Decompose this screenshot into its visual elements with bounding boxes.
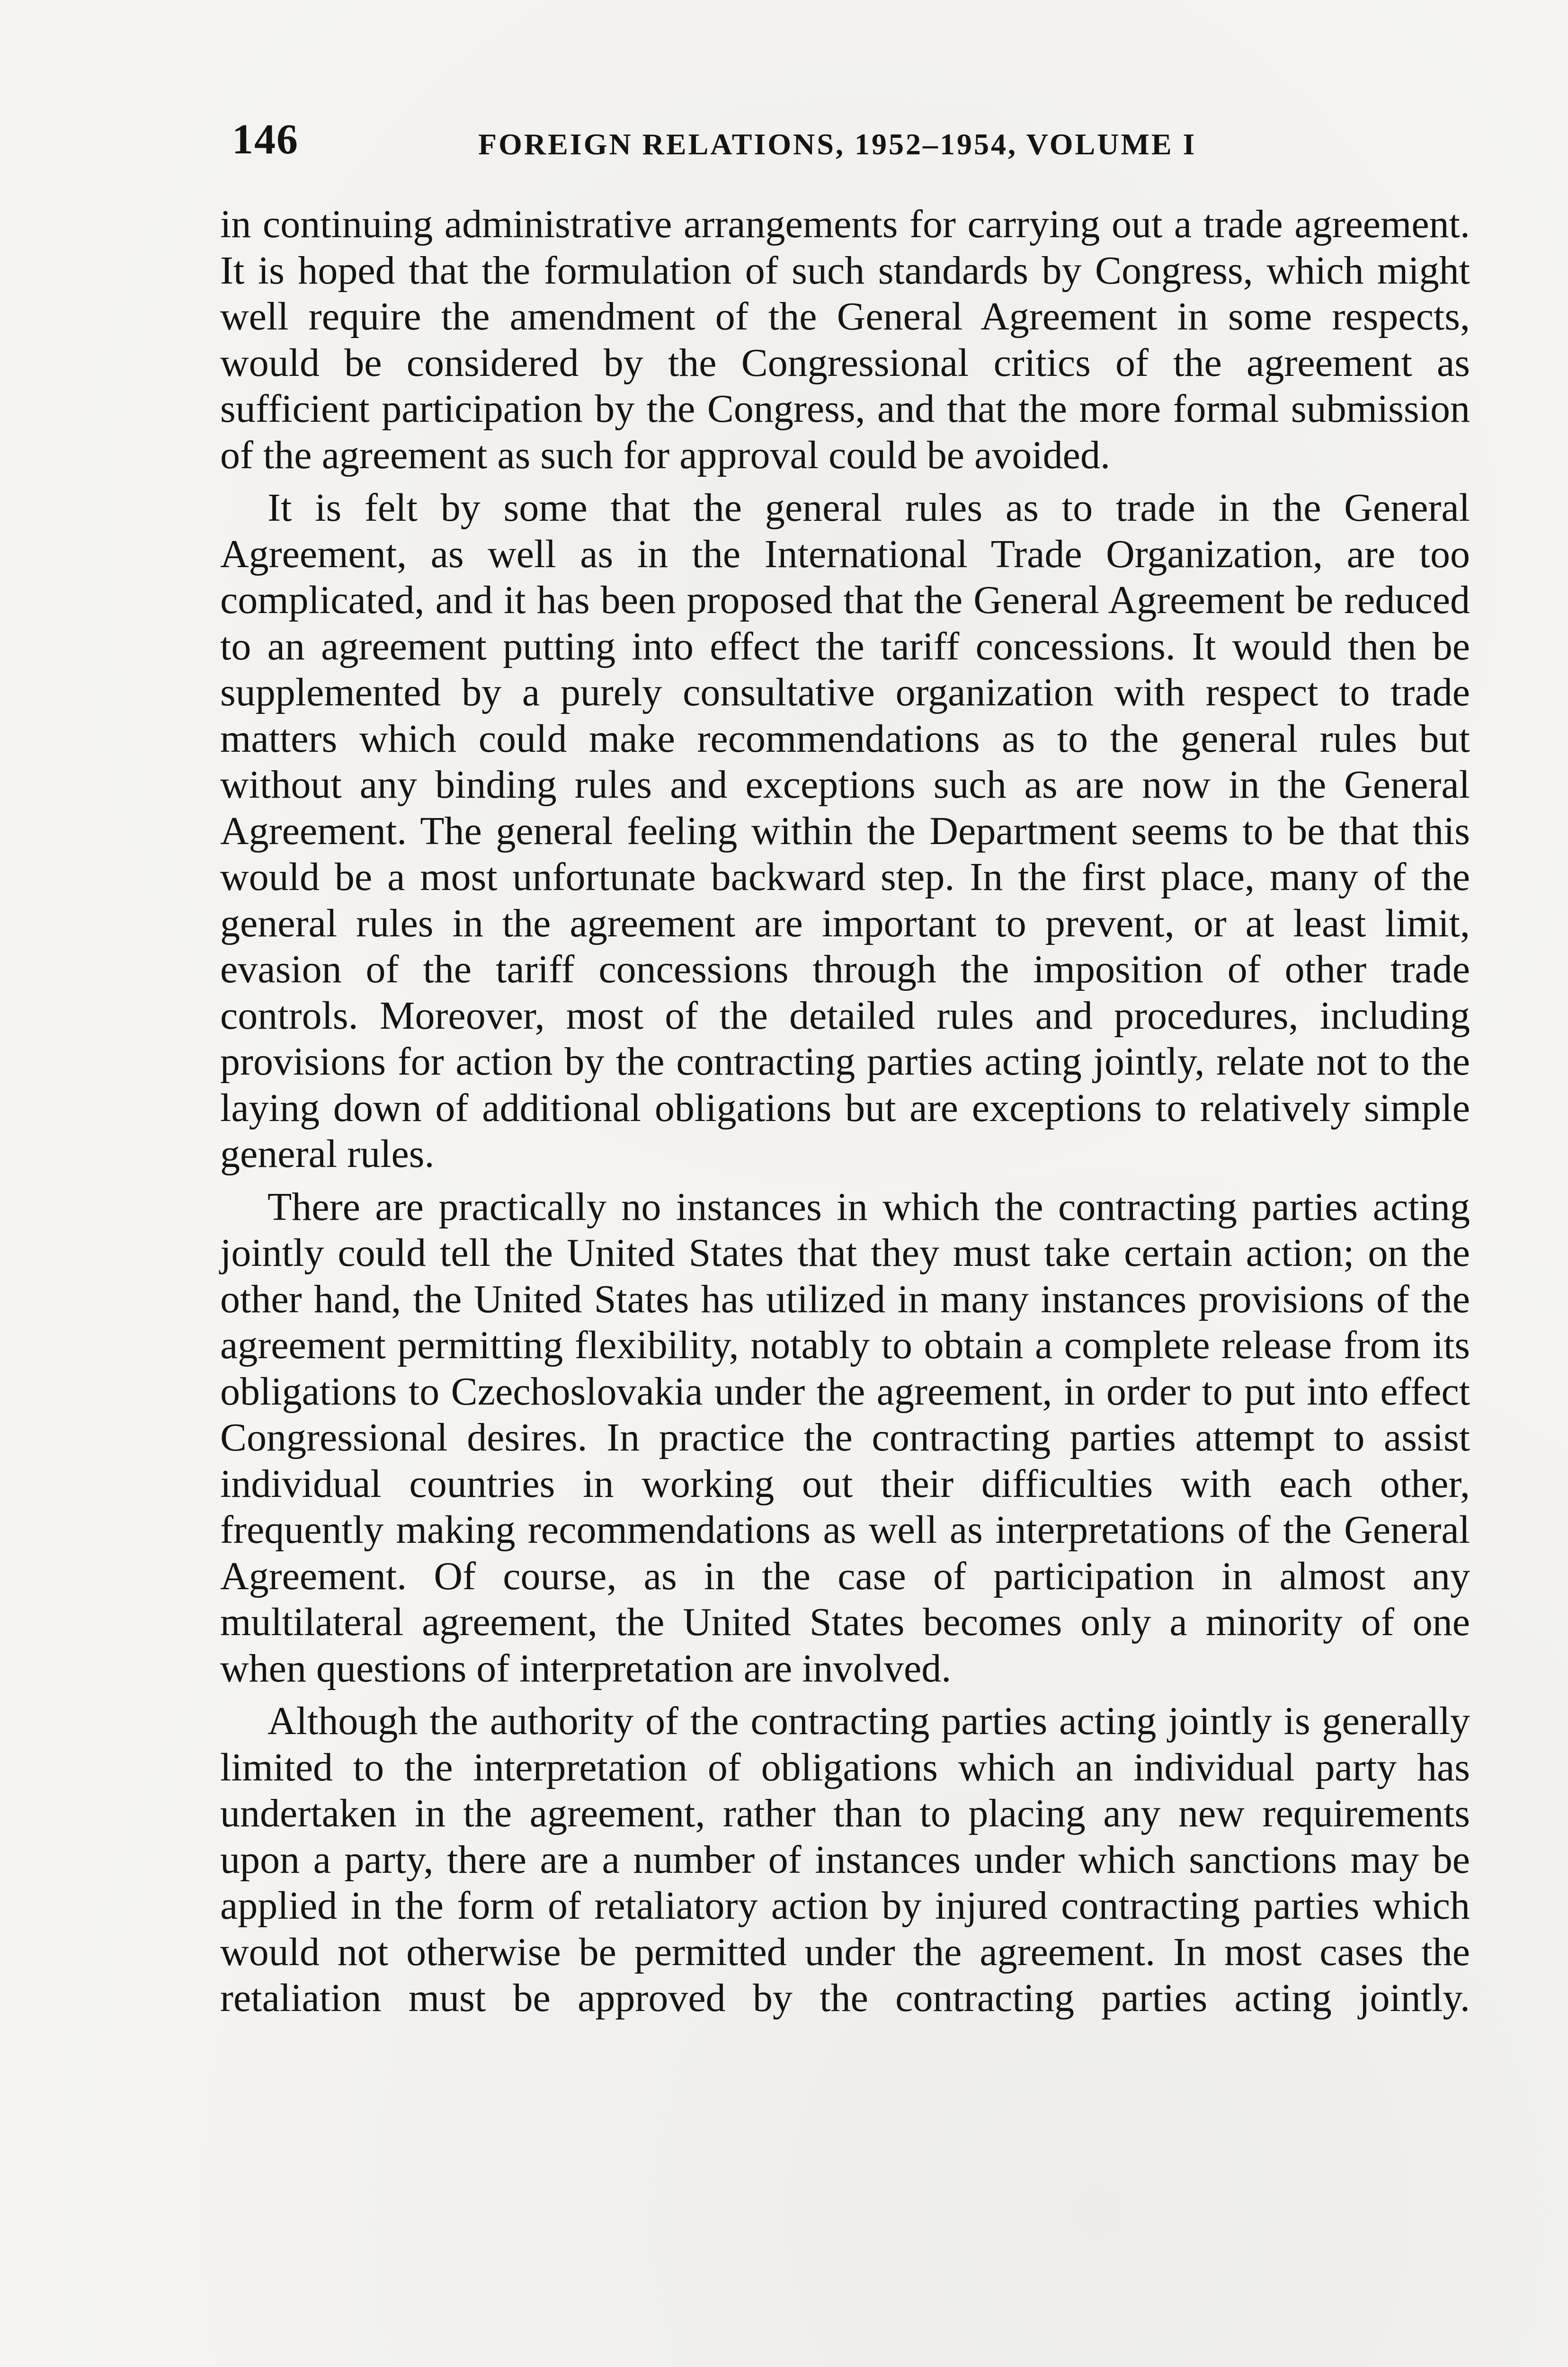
page-number: 146 [232,116,299,163]
paragraph-general-rules: It is felt by some that the general rules as to trade in the General Agreement, as well as in the International Trade Organization, are too complicated, and it has been proposed that the General Agreement be reduced to an agreement putting into effect the tariff concessions. It would then be supplemented by a purely consultative organization with respect to trade matters which could make recommendations as to the general rules but without any binding rules and exceptions such as are now in the General Agreement. The general feeling within the Department seems to be that this would be a most unfortunate backward step. In the first place, many of the general rules in the agreement are important to prevent, or at least limit, evasion of the tariff concessions through the imposition of other trade controls. Moreover, most of the detailed rules and procedures, including provisions for action by the contracting parties acting jointly, relate not to the laying down of additional obligations but are exceptions to relatively simple general rules. [220,486,1470,1176]
running-head: FOREIGN RELATIONS, 1952–1954, VOLUME I [478,127,1197,161]
paragraph-authority: Although the authority of the contracting parties acting jointly is generally limited to the interpretation of obligations which an individual party has undertaken in the agreement, rather than to placing any new requirements upon a party, there are a number of instances under which sanctions may be applied in the form of retaliatory action by injured contracting parties which would not otherwise be permitted under the agreement. In most cases the retaliation must be approved by the contracting parties acting jointly. [220,1699,1470,2020]
paragraph-contracting-parties: There are practically no instances in which the contracting parties acting jointly could tell the United States that they must take certain action; on the other hand, the United States has utilized in many instances provisions of the agreement permitting flexibility, notably to obtain a complete release from its obligations to Czechoslovakia under the agreement, in order to put into effect Congressional desires. In practice the contracting parties attempt to assist individual countries in working out their difficulties with each other, frequently making recommendations as well as interpretations of the General Agreement. Of course, as in the case of participation in almost any multilateral agreement, the United States becomes only a minority of one when questions of interpretation are involved. [220,1184,1470,1691]
page-header [232,114,1264,170]
body-text [220,201,1470,2028]
paragraph-continued: in continuing administrative arrangements for carrying out a trade agreement. It is hoped that the formulation of such standards by Congress, which might well require the amendment of the General Agreement in some respects, would be considered by the Congressional critics of the agreement as sufficient participation by the Congress, and that the more formal submission of the agreement as such for approval could be avoided. [220,202,1470,477]
